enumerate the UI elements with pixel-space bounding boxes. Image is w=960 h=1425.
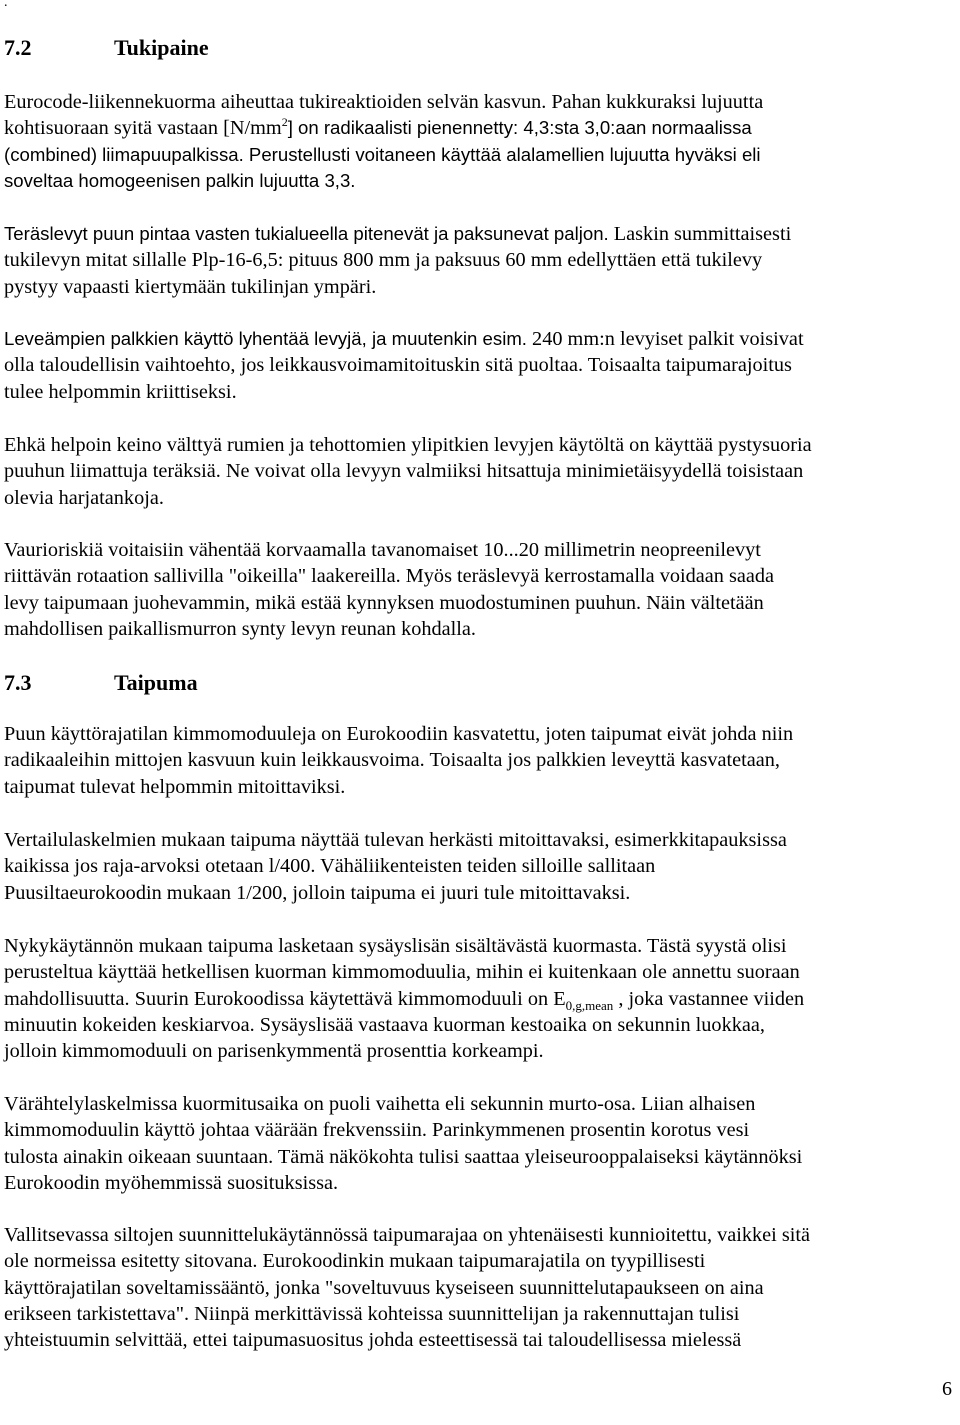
text-line: minuutin kokeiden keskiarvoa. Sysäyslisää vastaava kuorman kestoaika on sekunnin luokkaa,	[4, 1013, 765, 1036]
text-line	[4, 326, 956, 352]
section-number: 7.2	[4, 35, 32, 60]
text-line: yhteistuumin selvittää, ettei taipumasuositus johda esteettisessä tai taloudellisessa mielessä	[4, 1329, 742, 1352]
paragraph	[4, 721, 956, 800]
section-title: Taipuma	[114, 670, 198, 695]
section-heading-7-2	[4, 35, 209, 61]
text-run: Teräslevyt puun pintaa vasten tukialueella pitenevät ja paksunevat paljon.	[4, 223, 609, 244]
text-run: Perustellusti voitaneen käyttää alalamellien lujuutta hyväksi eli	[243, 143, 761, 165]
text-line: levy taipumaan juohevammin, mikä estää kynnyksen muodostuminen puuhun. Näin vältetään	[4, 591, 764, 614]
text-line: Ehkä helpoin keino välttyä rumien ja tehottomien ylipitkien levyjen käytöltä on käyttää pystysuoria	[4, 434, 812, 456]
text-line: Vaurioriskiä voitaisiin vähentää korvaamalla tavanomaiset 10...20 millimetrin neopreenilevyt	[4, 539, 761, 561]
text-line: Eurocode-liikennekuorma aiheuttaa tukireaktioiden selvän kasvun. Pahan kukkuraksi lujuutta	[4, 91, 764, 113]
text-line: olevia harjatankoja.	[4, 486, 164, 509]
section-heading-7-3	[4, 670, 198, 696]
section-number: 7.3	[4, 670, 32, 695]
text-line	[4, 221, 956, 247]
text-line: jolloin kimmomoduuli on parisenkymmentä prosenttia korkeampi.	[4, 1040, 544, 1063]
text-line	[4, 986, 956, 1012]
page-number: 6	[942, 1378, 952, 1400]
text-line: Värähtelylaskelmissa kuormitusaika on puoli vaihetta eli sekunnin murto-osa. Liian alhaisen	[4, 1093, 756, 1115]
text-line: soveltaa homogeenisen palkin lujuutta 3,3.	[4, 169, 356, 191]
text-line: mahdollisen paikallismurron synty levyn reunan kohdalla.	[4, 617, 477, 640]
paragraph	[4, 933, 956, 1064]
paragraph	[4, 537, 956, 642]
paragraph	[4, 1091, 956, 1196]
text-line: puuhun liimattuja teräksiä. Ne voivat olla levyyn valmiiksi hitsattuja minimietäisyydellä toisistaan	[4, 460, 804, 483]
text-run: mahdollisuutta. Suurin Eurokoodissa käytettävä kimmomoduuli on E	[4, 987, 566, 1010]
paragraph	[4, 326, 956, 405]
text-line: erikseen tarkistettava". Niinpä merkittävissä kohteissa suunnittelijan ja rakennuttajan tulisi	[4, 1302, 740, 1325]
text-run: , joka vastannee viiden	[613, 987, 805, 1010]
page-marker: .	[4, 0, 8, 10]
text-line: kaikissa jos raja-arvoksi otetaan l/400. Vähäliikenteisten teiden silloille sallitaan	[4, 855, 656, 878]
text-run: Leveämpien palkkien käyttö lyhentää levyjä, ja muutenkin esim.	[4, 328, 527, 349]
superscript: 2	[281, 115, 288, 130]
text-line: Puun käyttörajatilan kimmomoduuleja on Eurokoodiin kasvatettu, joten taipumat eivät johda niin	[4, 723, 794, 745]
text-line: käyttörajatilan soveltamissääntö, jonka "soveltuvuus kyseiseen suunnittelutapaukseen on aina	[4, 1276, 764, 1299]
text-run: kohtisuoraan syitä vastaan [N/mm	[4, 117, 282, 140]
text-line: kimmomoduulin käyttö johtaa väärään frekvenssiin. Parinkymmenen prosentin korotus vesi	[4, 1119, 750, 1142]
text-line: tukilevyn mitat sillalle Plp-16-6,5: pituus 800 mm ja paksuus 60 mm edellyttäen että tukilevy	[4, 249, 763, 272]
text-run: 240 mm:n levyiset palkit voisivat	[526, 328, 804, 350]
text-line: radikaaleihin mittojen kasvuun kuin leikkausvoima. Toisaalta jos palkkien leveyttä kasvatetaan,	[4, 749, 781, 772]
text-run: olla taloudellisin vaihtoehto, jos leikkausvoimamitoituskin sitä puoltaa.	[4, 354, 584, 377]
text-line: Nykykäytännön mukaan taipuma lasketaan sysäyslisän sisältävästä kuormasta. Tästä syystä olisi	[4, 935, 787, 957]
paragraph	[4, 827, 956, 906]
text-run: (combined) liimapuupalkissa.	[4, 143, 244, 165]
section-title: Tukipaine	[114, 35, 209, 60]
text-line	[4, 352, 956, 378]
text-line: Puusiltaeurokoodin mukaan 1/200, jolloin taipuma ei juuri tule mitoittavaksi.	[4, 881, 631, 904]
text-line: perusteltua käyttää hetkellisen kuorman kimmomoduulia, mihin ei kuitenkaan ole annettu suoraan	[4, 961, 800, 984]
text-line: ole normeissa esitetty sitovana. Eurokoodinkin mukaan taipumarajatila on tyypillisesti	[4, 1250, 706, 1273]
subscript: 0,g,mean	[565, 997, 614, 1013]
text-line: Vertailulaskelmien mukaan taipuma näyttää tulevan herkästi mitoittavaksi, esimerkkitapauksissa	[4, 829, 787, 851]
paragraph	[4, 1222, 956, 1353]
paragraph	[4, 221, 956, 300]
text-line: tulosta ainakin oikeaan suuntaan. Tämä näkökohta tulisi saattaa yleiseurooppalaiseksi käytännöksi	[4, 1145, 803, 1168]
text-run: Toisaalta taipumarajoitus	[583, 354, 792, 377]
text-line: Eurokoodin myöhemmissä suosituksissa.	[4, 1171, 339, 1194]
text-run: ] on radikaalisti pienennetty: 4,3:sta 3,0:aan normaalissa	[287, 117, 752, 139]
text-line	[4, 115, 956, 141]
paragraph	[4, 89, 956, 194]
text-line: taipumat tulevat helpommin mitoittaviksi.	[4, 775, 346, 798]
text-run: Laskin summittaisesti	[608, 223, 792, 245]
text-line: pystyy vapaasti kiertymään tukilinjan ympäri.	[4, 275, 377, 298]
text-line: riittävän rotaation sallivilla "oikeilla" laakereilla. Myös teräslevyä kerrostamalla voidaan saada	[4, 565, 775, 588]
text-line: Vallitsevassa siltojen suunnittelukäytännössä taipumarajaa on yhtenäisesti kunnioitettu, vaikkei sitä	[4, 1224, 811, 1246]
text-line	[4, 142, 956, 168]
text-line: tulee helpommin kriittiseksi.	[4, 380, 237, 403]
paragraph	[4, 432, 956, 511]
